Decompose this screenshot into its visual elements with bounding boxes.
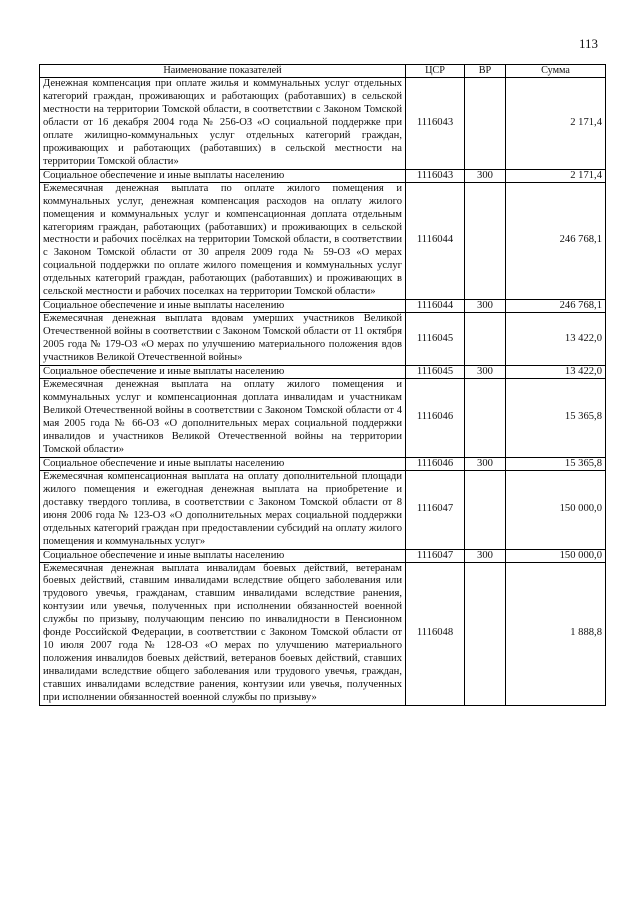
row-vr xyxy=(465,470,506,549)
row-vr: 300 xyxy=(465,549,506,562)
row-csr: 1116043 xyxy=(406,78,465,170)
page-number: 113 xyxy=(578,36,598,51)
row-sum: 150 000,0 xyxy=(506,470,606,549)
row-sum: 1 888,8 xyxy=(506,562,606,705)
row-vr xyxy=(465,313,506,366)
table-row xyxy=(40,366,606,379)
header-csr: ЦСР xyxy=(406,65,465,78)
row-csr: 1116046 xyxy=(406,457,465,470)
row-sum: 2 171,4 xyxy=(506,169,606,182)
row-csr: 1116045 xyxy=(406,366,465,379)
row-name: Социальное обеспечение и иные выплаты населению xyxy=(40,549,406,562)
header-vr: ВР xyxy=(465,65,506,78)
row-sum: 15 365,8 xyxy=(506,379,606,458)
row-csr: 1116047 xyxy=(406,549,465,562)
table-row xyxy=(40,562,606,705)
row-sum: 15 365,8 xyxy=(506,457,606,470)
table-row xyxy=(40,379,606,458)
row-sum: 13 422,0 xyxy=(506,313,606,366)
row-csr: 1116048 xyxy=(406,562,465,705)
budget-table xyxy=(39,64,606,706)
row-csr: 1116045 xyxy=(406,313,465,366)
row-name: Ежемесячная денежная выплата вдовам умерших участников Великой Отечественной войны в соответствии с Законом Томской области от 11 октября 2005 года № 179-ОЗ «О мерах по улучшению материального положения вдов участников Великой Отечественной войны» xyxy=(40,313,406,366)
row-csr: 1116044 xyxy=(406,182,465,300)
row-name: Социальное обеспечение и иные выплаты населению xyxy=(40,169,406,182)
header-name: Наименование показателей xyxy=(40,65,406,78)
row-vr xyxy=(465,182,506,300)
row-vr: 300 xyxy=(465,300,506,313)
table-row xyxy=(40,457,606,470)
table-row xyxy=(40,313,606,366)
row-csr: 1116047 xyxy=(406,470,465,549)
row-csr: 1116044 xyxy=(406,300,465,313)
table-row xyxy=(40,182,606,300)
header-sum: Сумма xyxy=(506,65,606,78)
row-vr: 300 xyxy=(465,457,506,470)
table-row xyxy=(40,300,606,313)
row-vr: 300 xyxy=(465,169,506,182)
row-sum: 150 000,0 xyxy=(506,549,606,562)
row-name: Ежемесячная денежная выплата по оплате жилого помещения и коммунальных услуг, денежная компенсация расходов на оплату жилого помещения и коммунальных услуг и компенсационная доплата отдельным категориям граждан, работающих (работавших) и проживающих в сельской местности и рабочих посёлках на территории Томской области, в соответствии с Законом Томской области от 30 апреля 2009 года № 59-ОЗ «О мерах социальной поддержки по оплате жилого помещения и коммунальных услуг отдельных категорий граждан, работающих (работавших) и проживающих в сельской местности и рабочих поселках на территории Томской области» xyxy=(40,182,406,300)
row-sum: 246 768,1 xyxy=(506,182,606,300)
row-name: Ежемесячная денежная выплата на оплату жилого помещения и коммунальных услуг и компенсационная доплата инвалидам и участникам Великой Отечественной войны в соответствии с Законом Томской области от 4 мая 2005 года № 66-ОЗ «О дополнительных мерах социальной поддержки инвалидов и участников Великой Отечественной войны на территории Томской области» xyxy=(40,379,406,458)
row-vr xyxy=(465,78,506,170)
row-name: Денежная компенсация при оплате жилья и коммунальных услуг отдельных категорий граждан, проживающих и работающих (работавших) в сельской местности на территории Томской области, в соответствии с Законом Томской области от 16 декабря 2004 года № 256-ОЗ «О социальной поддержке при оплате жилищно-коммунальных услуг отдельных категорий граждан, проживающих и работающих (работавших) в сельской местности на территории Томской области» xyxy=(40,78,406,170)
row-csr: 1116043 xyxy=(406,169,465,182)
row-name: Социальное обеспечение и иные выплаты населению xyxy=(40,366,406,379)
table-row xyxy=(40,78,606,170)
row-name: Ежемесячная денежная выплата инвалидам боевых действий, ветеранам боевых действий, ставшим инвалидами вследствие общего заболевания или трудового увечья, гражданам, ставшим инвалидами вследствие ранения, контузии или увечья, полученных при исполнении обязанностей военной службы по призыву, получающим пенсию по инвалидности в Пенсионном фонде Российской Федерации, в соответствии с Законом Томской области от 10 июля 2007 года № 128-ОЗ «О мерах по улучшению материального положения инвалидов боевых действий, ветеранов боевых действий, ставших инвалидами вследствие общего заболевания или трудового увечья, граждан, ставших инвалидами вследствие ранения, контузии или увечья, полученных при исполнении обязанностей военной службы по призыву» xyxy=(40,562,406,705)
row-csr: 1116046 xyxy=(406,379,465,458)
row-name: Социальное обеспечение и иные выплаты населению xyxy=(40,300,406,313)
row-vr xyxy=(465,379,506,458)
row-sum: 13 422,0 xyxy=(506,366,606,379)
row-sum: 246 768,1 xyxy=(506,300,606,313)
row-sum: 2 171,4 xyxy=(506,78,606,170)
row-vr xyxy=(465,562,506,705)
row-name: Социальное обеспечение и иные выплаты населению xyxy=(40,457,406,470)
table-header-row xyxy=(40,65,606,78)
table-row xyxy=(40,169,606,182)
row-vr: 300 xyxy=(465,366,506,379)
table-row xyxy=(40,549,606,562)
row-name: Ежемесячная компенсационная выплата на оплату дополнительной площади жилого помещения и ежегодная денежная выплата на приобретение и доставку твердого топлива, в соответствии с Законом Томской области от 8 июня 2006 года № 123-ОЗ «О дополнительных мерах социальной поддержки отдельных категорий граждан при предоставлении субсидий на оплату жилого помещения и коммунальных услуг» xyxy=(40,470,406,549)
table-row xyxy=(40,470,606,549)
